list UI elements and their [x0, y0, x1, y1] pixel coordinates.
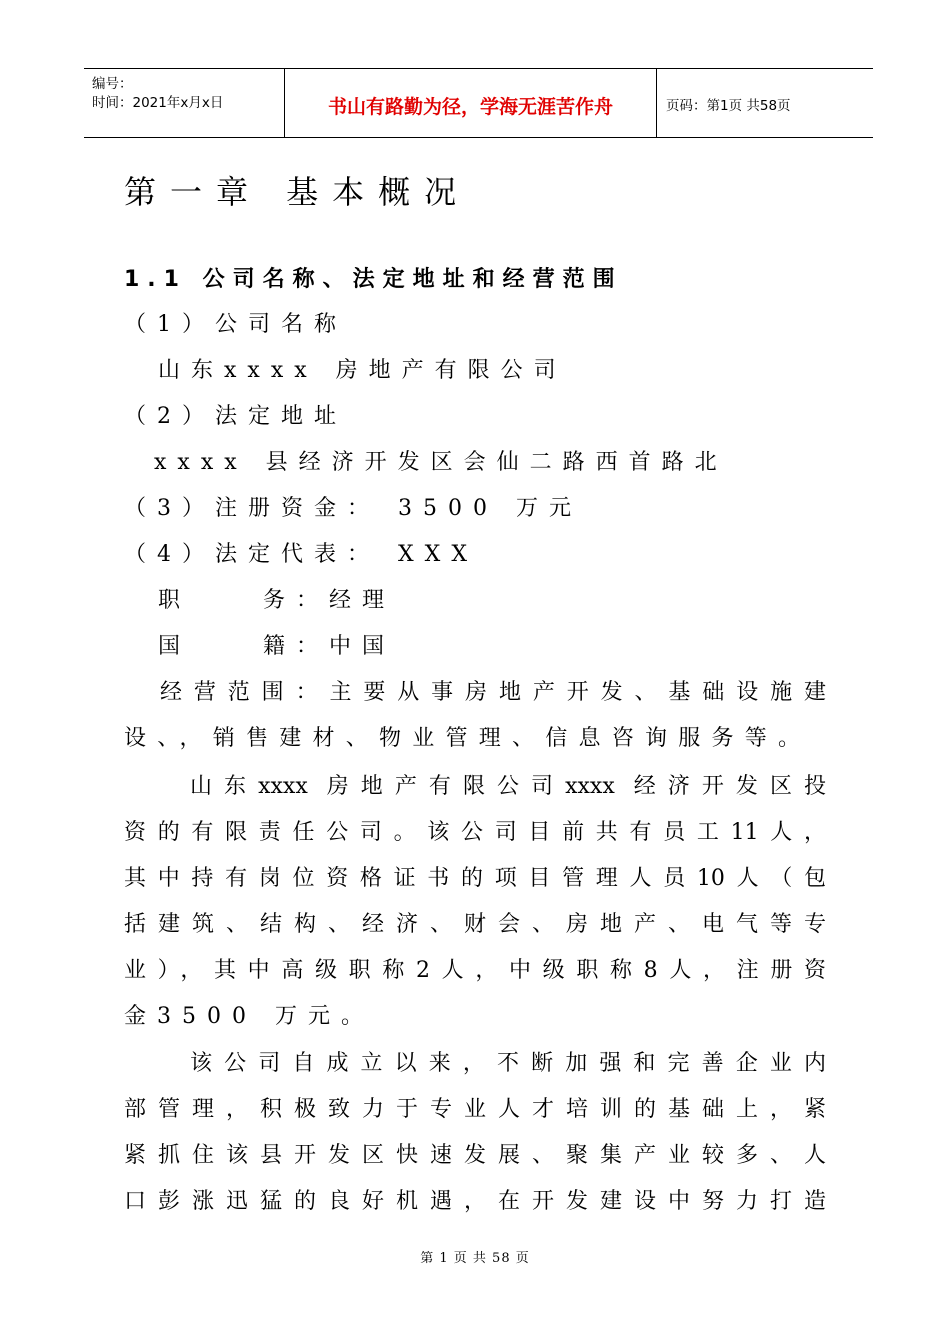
body-line: 资的有限责任公司。该公司目前共有员工11人，	[124, 820, 826, 845]
body-line: 业），其中高级职称2人，中级职称8人，注册资	[124, 958, 826, 983]
chapter-title: 第一章 基本概况	[124, 173, 471, 211]
body-line: （4）法定代表： XXX	[124, 542, 478, 567]
body-line: 职 务：经理	[158, 588, 395, 613]
body-line: 部管理，积极致力于专业人才培训的基础上，紧	[124, 1097, 826, 1122]
body-line: 紧抓住该县开发区快速发展、聚集产业较多、人	[124, 1143, 826, 1168]
body-line: xxxx 县经济开发区会仙二路西首路北	[154, 450, 728, 475]
body-line: 口彭涨迅猛的良好机遇，在开发建设中努力打造	[124, 1189, 826, 1214]
body-line: 山东xxxx 房地产有限公司xxxx 经济开发区投	[190, 774, 826, 799]
page-footer: 第 1 页 共 58 页	[420, 1251, 530, 1266]
body-line: 其中持有岗位资格证书的项目管理人员10人（包	[124, 866, 826, 891]
body-line: 设、，销售建材、物业管理、信息咨询服务等。	[124, 726, 800, 751]
body-line: 经营范围：主要从事房地产开发、基础设施建	[160, 680, 826, 705]
header-page-number: 页码：第1页 共58页	[666, 98, 791, 114]
body-line: （1）公司名称	[124, 312, 347, 337]
page-header	[84, 68, 873, 138]
body-line: 金3500 万元。	[124, 1004, 374, 1029]
section-title: 1.1 公司名称、法定地址和经营范围	[124, 267, 623, 292]
number-label: 编号：	[92, 76, 133, 92]
body-line: 山东xxxx 房地产有限公司	[158, 358, 567, 383]
header-meta-cell	[84, 69, 285, 137]
time-label: 时间：2021年x月x日	[92, 95, 224, 111]
body-line: 国 籍：中国	[158, 634, 395, 659]
body-line: 该公司自成立以来，不断加强和完善企业内	[190, 1051, 826, 1076]
body-line: （2）法定地址	[124, 404, 347, 429]
body-line: （3）注册资金： 3500 万元	[124, 496, 582, 521]
body-line: 括建筑、结构、经济、财会、房地产、电气等专	[124, 912, 826, 937]
header-motto: 书山有路勤为径，学海无涯苦作舟	[285, 69, 657, 137]
